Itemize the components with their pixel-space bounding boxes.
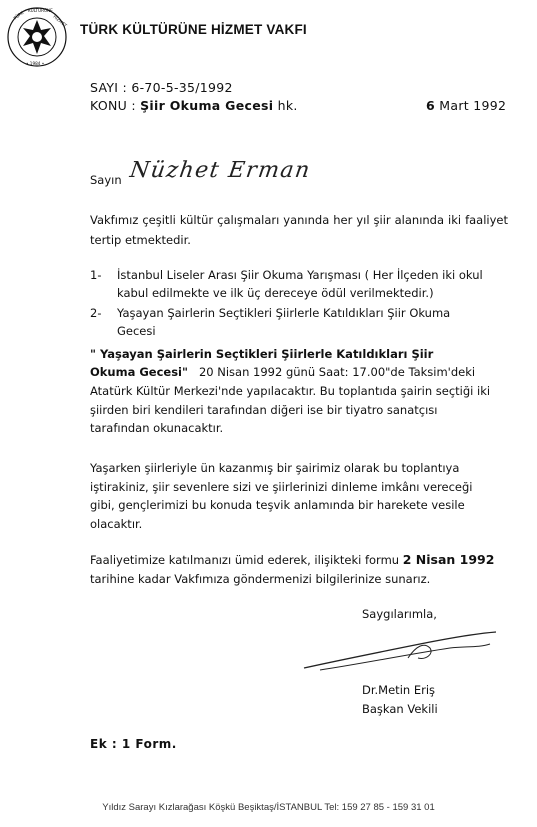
- intro-paragraph: Vakfımız çeşitli kültür çalışmaları yanında her yıl şiir alanında iki faaliyet tertip etmektedir.: [90, 213, 508, 247]
- closing-line-2: tarihine kadar Vakfımıza göndermenizi bilgilerinize sunarız.: [90, 572, 431, 586]
- organization-name: TÜRK KÜLTÜRÜNE HİZMET VAKFI: [80, 22, 307, 37]
- subject-label: KONU :: [90, 98, 136, 113]
- svg-text:KÜLTÜRÜNE: KÜLTÜRÜNE: [28, 8, 53, 13]
- invite-line-2: iştirakiniz, şiir sevenlere sizi ve şiirlerinizi dinleme imkânı vereceği: [90, 480, 473, 494]
- list-item-1-line-2: kabul edilmekte ve ilk üç dereceye ödül verilmektedir.): [117, 286, 434, 300]
- list-item-2-line-1: Yaşayan Şairlerin Seçtikleri Şiirlerle Katıldıkları Şiir Okuma: [117, 306, 451, 320]
- invite-line-3: gibi, gençlerimizi bu konuda teşvik anlamında bir harekete vesile: [90, 498, 465, 512]
- list-item-2-number: 2-: [90, 306, 102, 320]
- event-title-line-2: Okuma Gecesi": [90, 365, 188, 379]
- invite-line-1: Yaşarken şiirleriyle ün kazanmış bir şairimiz olarak bu toplantıya: [90, 461, 460, 475]
- signatory-name: Dr.Metin Eriş: [362, 683, 436, 697]
- event-line-2: [90, 362, 475, 382]
- list-item-2-line-2: Gecesi: [117, 324, 156, 338]
- svg-text:• 1984 •: • 1984 •: [26, 61, 45, 66]
- event-title-line-1: " Yaşayan Şairlerin Seçtikleri Şiirlerle Katıldıkları Şiir: [90, 347, 434, 361]
- reference-number: SAYI : 6-70-5-35/1992: [90, 80, 233, 95]
- svg-text:HİZMET: HİZMET: [52, 13, 68, 29]
- date-month-year: Mart 1992: [439, 98, 507, 113]
- event-datetime-location: 20 Nisan 1992 günü Saat: 17.00"de Taksim'deki: [198, 365, 476, 379]
- signatory-title: Başkan Vekili: [362, 702, 438, 716]
- deadline-date: 2 Nisan 1992: [402, 552, 495, 567]
- subject-title: Şiir Okuma Gecesi: [140, 98, 274, 113]
- date-day: 6: [426, 98, 435, 113]
- enclosure-note: Ek : 1 Form.: [90, 737, 177, 751]
- invite-line-4: olacaktır.: [90, 517, 143, 531]
- letter-date: [426, 98, 506, 113]
- subject-line: [90, 98, 298, 113]
- event-line-3: Atatürk Kültür Merkezi'nde yapılacaktır. Bu toplantıda şairin seçtiği iki: [90, 384, 491, 398]
- salutation-label: Sayın: [90, 173, 122, 187]
- list-item-1-line-1: İstanbul Liseler Arası Şiir Okuma Yarışması ( Her İlçeden iki okul: [117, 268, 483, 282]
- closing-text: Faaliyetimize katılmanızı ümid ederek, ilişikteki formu: [90, 553, 400, 567]
- list-item-1-number: 1-: [90, 268, 102, 282]
- svg-text:TÜRK: TÜRK: [12, 9, 25, 21]
- footer-address: Yıldız Sarayı Kızlarağası Köşkü Beşiktaş/İSTANBUL Tel: 159 27 85 - 159 31 01: [102, 802, 435, 813]
- foundation-seal-logo: [6, 6, 68, 68]
- regards-text: Saygılarımla,: [362, 607, 437, 621]
- event-line-5: tarafından okunacaktır.: [90, 421, 224, 435]
- subject-suffix: hk.: [277, 98, 298, 113]
- closing-line-1: [90, 550, 494, 570]
- event-line-4: şiirden biri kendileri tarafından diğeri ise bir tiyatro sanatçısı: [90, 403, 438, 417]
- recipient-name-handwritten: Nüzhet Erman: [128, 158, 313, 183]
- handwritten-signature: [300, 628, 500, 676]
